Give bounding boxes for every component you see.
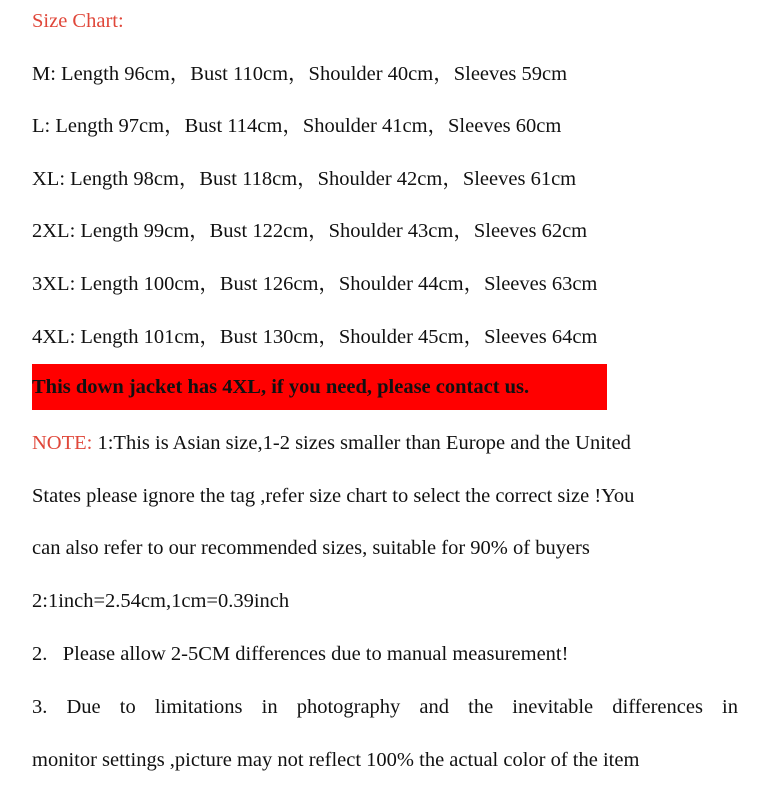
note-word: in <box>261 696 278 718</box>
note-word: the <box>468 696 494 718</box>
note-word: to <box>119 696 136 718</box>
note-label: NOTE: <box>32 432 93 454</box>
note-word: and <box>419 696 450 718</box>
note-line-6 <box>32 692 738 722</box>
note-line-1 <box>32 428 631 458</box>
size-row-2xl: 2XL: Length 99cm，Bust 122cm，Shoulder 43cm，Sleeves 62cm <box>32 220 588 242</box>
note-line-7: monitor settings ,picture may not reflect 100% the actual color of the item <box>32 749 640 771</box>
size-row-3xl: 3XL: Length 100cm，Bust 126cm，Shoulder 44cm，Sleeves 63cm <box>32 273 598 295</box>
note-word: in <box>722 696 738 718</box>
note-line-5: 2. Please allow 2-5CM differences due to manual measurement! <box>32 643 569 665</box>
note-line-2: States please ignore the tag ,refer size chart to select the correct size !You <box>32 485 635 507</box>
contact-highlight-banner: This down jacket has 4XL, if you need, please contact us. <box>32 364 607 410</box>
note-word: differences <box>612 696 703 718</box>
note-word: Due <box>66 696 101 718</box>
note-word: limitations <box>154 696 243 718</box>
note-line-4: 2:1inch=2.54cm,1cm=0.39inch <box>32 590 290 612</box>
size-row-4xl: 4XL: Length 101cm，Bust 130cm，Shoulder 45cm，Sleeves 64cm <box>32 326 598 348</box>
size-chart-title: Size Chart: <box>32 10 124 32</box>
note-text-1: 1:This is Asian size,1-2 sizes smaller than Europe and the United <box>92 432 631 454</box>
note-word: 3. <box>32 696 48 718</box>
size-row-l: L: Length 97cm，Bust 114cm，Shoulder 41cm，Sleeves 60cm <box>32 115 562 137</box>
note-word: inevitable <box>512 696 594 718</box>
size-row-m: M: Length 96cm，Bust 110cm，Shoulder 40cm，Sleeves 59cm <box>32 63 568 85</box>
note-line-3: can also refer to our recommended sizes, suitable for 90% of buyers <box>32 537 590 559</box>
size-row-xl: XL: Length 98cm，Bust 118cm，Shoulder 42cm，Sleeves 61cm <box>32 168 577 190</box>
note-word: photography <box>296 696 401 718</box>
